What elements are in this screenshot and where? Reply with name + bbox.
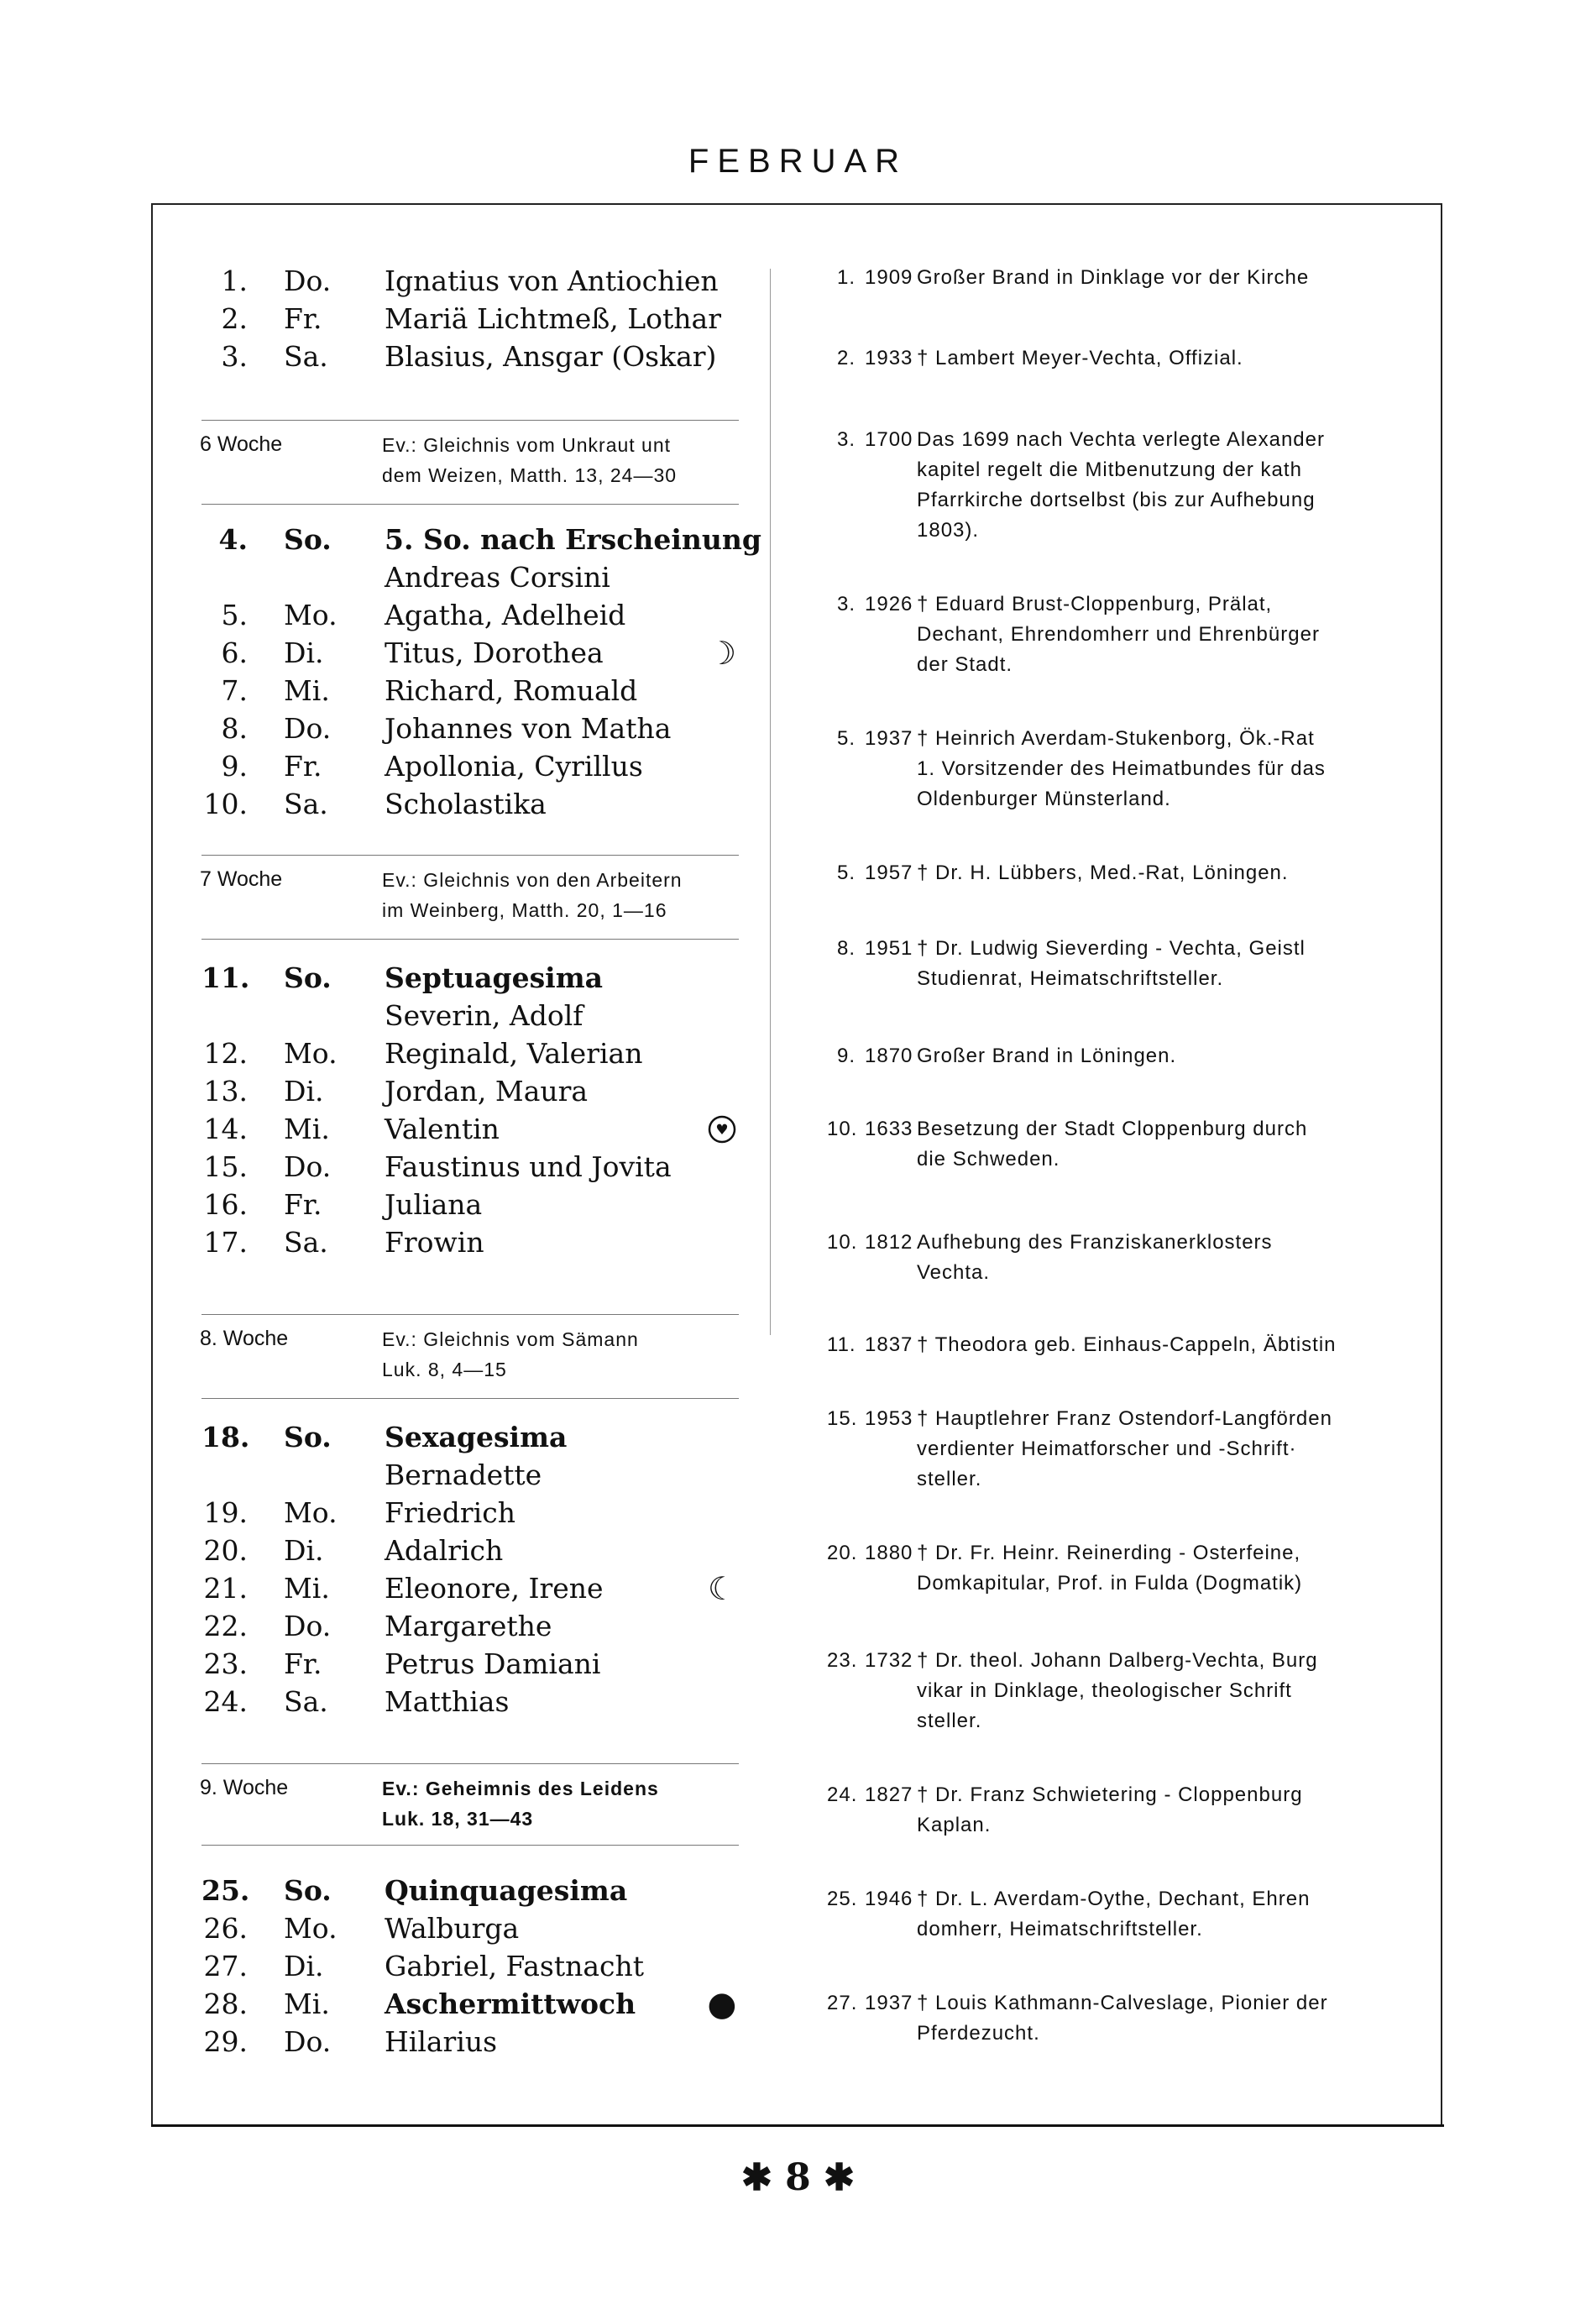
week-label: 9. Woche [200, 1776, 289, 1799]
event-text: domherr, Heimatschriftsteller. [917, 1918, 1203, 1940]
page-title: FEBRUAR [688, 143, 908, 180]
gospel-line: Ev.: Gleichnis vom Sämann [382, 1328, 639, 1350]
day-number: 6. [221, 636, 248, 669]
gospel-line: im Weinberg, Matth. 20, 1—16 [382, 899, 667, 921]
gospel-line: Luk. 8, 4—15 [382, 1359, 507, 1380]
event-day: 15. [827, 1407, 858, 1430]
event-year: 1870 [865, 1045, 913, 1067]
event-day: 20. [827, 1542, 858, 1564]
saint-name: Titus, Dorothea [385, 636, 604, 669]
new-moon-icon: ● [707, 1985, 737, 2024]
saint-name: Eleonore, Irene [385, 1572, 604, 1605]
week-label: 6 Woche [200, 432, 283, 456]
event-text: † Dr. Franz Schwietering - Cloppenburg [917, 1783, 1303, 1806]
week-separator [201, 939, 739, 940]
event-text: † Dr. Fr. Heinr. Reinerding - Osterfeine, [917, 1542, 1301, 1564]
page-number: ✱ 8 ✱ [741, 2156, 855, 2199]
weekday: So. [284, 1874, 332, 1907]
day-number: 28. [203, 1987, 248, 2020]
event-year: 1937 [865, 727, 913, 750]
event-text: Großer Brand in Löningen. [917, 1045, 1177, 1067]
weekday: Mo. [284, 1496, 338, 1529]
saint-name: Ignatius von Antiochien [385, 264, 719, 297]
column-divider [770, 269, 771, 1335]
event-text: steller. [917, 1710, 982, 1732]
week-gospel [382, 865, 743, 925]
event-day: 9. [836, 1045, 856, 1067]
event-year: 1827 [865, 1783, 913, 1806]
week-separator [201, 1763, 739, 1764]
weekday: Di. [284, 1075, 324, 1108]
day-number: 29. [203, 2025, 248, 2058]
saint-name: Blasius, Ansgar (Oskar) [385, 340, 717, 373]
event-day: 1. [836, 266, 856, 289]
weekday: Sa. [284, 1685, 328, 1718]
day-number: 2. [221, 302, 248, 335]
event-text: † Eduard Brust-Cloppenburg, Prälat, [917, 593, 1273, 615]
saint-name: Aschermittwoch [385, 1987, 636, 2020]
weekday: Mi. [284, 1987, 330, 2020]
event-year: 1953 [865, 1407, 913, 1430]
history-event [827, 1780, 1406, 1841]
weekday: Do. [284, 264, 332, 297]
day-number: 9. [221, 750, 248, 783]
event-text: Besetzung der Stadt Cloppenburg durch [917, 1118, 1308, 1140]
gospel-line: Ev.: Gleichnis vom Unkraut unt [382, 434, 672, 456]
day-number: 12. [203, 1037, 248, 1070]
saint-name: Johannes von Matha [385, 712, 672, 745]
day-number: 18. [201, 1421, 250, 1453]
weekday: Do. [284, 2025, 332, 2058]
event-year: 1957 [865, 861, 913, 884]
weekday: Sa. [284, 340, 328, 373]
event-text: Pfarrkirche dortselbst (bis zur Aufhebung [917, 489, 1316, 511]
saint-name: Bernadette [385, 1459, 542, 1491]
event-day: 10. [827, 1231, 858, 1254]
history-event [827, 1988, 1406, 2049]
gospel-line: Luk. 18, 31—43 [382, 1808, 534, 1830]
day-number: 8. [221, 712, 248, 745]
event-year: 1880 [865, 1542, 913, 1564]
day-number: 27. [203, 1950, 248, 1982]
saint-name: Andreas Corsini [385, 561, 610, 594]
day-number: 26. [203, 1912, 248, 1945]
saint-name: Agatha, Adelheid [385, 599, 626, 631]
event-text: 1803). [917, 519, 980, 542]
event-day: 3. [836, 593, 856, 615]
history-event [827, 1228, 1406, 1288]
event-year: 1909 [865, 266, 913, 289]
event-text: die Schweden. [917, 1148, 1060, 1170]
event-year: 1951 [865, 937, 913, 960]
day-number: 23. [203, 1647, 248, 1680]
event-text: Studienrat, Heimatschriftsteller. [917, 967, 1224, 990]
event-text: der Stadt. [917, 653, 1013, 676]
event-year: 1933 [865, 347, 913, 369]
week-label: 8. Woche [200, 1327, 289, 1350]
history-event [827, 425, 1406, 546]
event-day: 23. [827, 1649, 858, 1672]
history-event [827, 858, 1406, 888]
weekday: Sa. [284, 788, 328, 820]
weekday: Mi. [284, 674, 330, 707]
gospel-line: Ev.: Geheimnis des Leidens [382, 1778, 659, 1799]
weekday: Di. [284, 1950, 324, 1982]
history-event [827, 263, 1406, 293]
history-event [827, 343, 1406, 374]
event-year: 1937 [865, 1992, 913, 2014]
week-separator [201, 855, 739, 856]
event-text: Oldenburger Münsterland. [917, 788, 1171, 810]
event-text: Großer Brand in Dinklage vor der Kirche [917, 266, 1310, 289]
gospel-line: dem Weizen, Matth. 13, 24—30 [382, 464, 678, 486]
saint-name: Petrus Damiani [385, 1647, 601, 1680]
event-text: Das 1699 nach Vechta verlegte Alexander [917, 428, 1325, 451]
history-event [827, 1538, 1406, 1599]
saint-name: Mariä Lichtmeß, Lothar [385, 302, 722, 335]
saint-name: Faustinus und Jovita [385, 1150, 672, 1183]
event-text: † Louis Kathmann-Calveslage, Pionier der [917, 1992, 1328, 2014]
week-gospel [382, 1773, 743, 1834]
gospel-line: Ev.: Gleichnis von den Arbeitern [382, 869, 683, 891]
day-number: 24. [203, 1685, 248, 1718]
event-day: 3. [836, 428, 856, 451]
week-separator [201, 420, 739, 421]
weekday: So. [284, 1421, 332, 1453]
weekday: So. [284, 523, 332, 556]
event-day: 24. [827, 1783, 858, 1806]
event-text: † Lambert Meyer-Vechta, Offizial. [917, 347, 1243, 369]
saint-name: Walburga [385, 1912, 520, 1945]
history-event [827, 1041, 1406, 1071]
event-text: † Heinrich Averdam-Stukenborg, Ök.-Rat [917, 727, 1315, 750]
event-text: † Theodora geb. Einhaus-Cappeln, Äbtistin [917, 1333, 1337, 1356]
valentine-emblem-icon [705, 1111, 739, 1148]
weekday: Mo. [284, 1037, 338, 1070]
event-year: 1837 [865, 1333, 913, 1356]
event-text: Dechant, Ehrendomherr und Ehrenbürger [917, 623, 1320, 646]
day-number: 4. [218, 523, 248, 556]
event-year: 1633 [865, 1118, 913, 1140]
event-text: † Dr. L. Averdam-Oythe, Dechant, Ehren [917, 1888, 1311, 1910]
history-event [827, 1646, 1406, 1736]
sunday-name: Quinquagesima [385, 1874, 628, 1907]
day-number: 19. [203, 1496, 248, 1529]
saint-name: Gabriel, Fastnacht [385, 1950, 645, 1982]
event-text: vikar in Dinklage, theologischer Schrift [917, 1679, 1292, 1702]
week-gospel [382, 1324, 743, 1385]
day-number: 1. [221, 264, 248, 297]
svg-text:♥: ♥ [715, 1122, 729, 1139]
day-number: 15. [203, 1150, 248, 1183]
event-text: † Dr. H. Lübbers, Med.-Rat, Löningen. [917, 861, 1289, 884]
weekday: Sa. [284, 1226, 328, 1259]
event-year: 1812 [865, 1231, 913, 1254]
event-text: Domkapitular, Prof. in Fulda (Dogmatik) [917, 1572, 1303, 1595]
day-number: 11. [201, 961, 250, 994]
event-day: 5. [836, 727, 856, 750]
saint-name: Hilarius [385, 2025, 498, 2058]
history-event [827, 934, 1406, 994]
event-text: † Hauptlehrer Franz Ostendorf-Langförden [917, 1407, 1332, 1430]
day-number: 22. [203, 1610, 248, 1642]
week-gospel [382, 430, 743, 490]
sunday-name: Sexagesima [385, 1421, 568, 1453]
event-text: kapitel regelt die Mitbenutzung der kath [917, 458, 1302, 481]
weekday: So. [284, 961, 332, 994]
saint-name: Apollonia, Cyrillus [385, 750, 643, 783]
day-number: 17. [203, 1226, 248, 1259]
week-separator [201, 1398, 739, 1399]
saint-name: Valentin [385, 1113, 500, 1145]
event-text: 1. Vorsitzender des Heimatbundes für das [917, 757, 1326, 780]
saint-name: Severin, Adolf [385, 999, 583, 1032]
event-year: 1732 [865, 1649, 913, 1672]
event-day: 25. [827, 1888, 858, 1910]
weekday: Do. [284, 712, 332, 745]
day-number: 16. [203, 1188, 248, 1221]
week-separator [201, 1845, 739, 1846]
history-event [827, 1884, 1406, 1945]
event-day: 10. [827, 1118, 858, 1140]
day-number: 14. [203, 1113, 248, 1145]
history-event [827, 589, 1406, 680]
event-day: 11. [827, 1333, 856, 1356]
sunday-name: Septuagesima [385, 961, 604, 994]
event-text: verdienter Heimatforscher und -Schrift· [917, 1438, 1297, 1460]
saint-name: Frowin [385, 1226, 484, 1259]
frame-bottom-rule [151, 2124, 1444, 2127]
event-text: Kaplan. [917, 1814, 992, 1836]
weekday: Do. [284, 1150, 332, 1183]
event-day: 5. [836, 861, 856, 884]
event-year: 1946 [865, 1888, 913, 1910]
weekday: Mo. [284, 1912, 338, 1945]
day-number: 13. [203, 1075, 248, 1108]
weekday: Mi. [284, 1113, 330, 1145]
event-text: Pferdezucht. [917, 2022, 1040, 2045]
day-number: 3. [221, 340, 248, 373]
weekday: Fr. [284, 1188, 322, 1221]
waning-moon-icon: ☾ [707, 1570, 737, 1607]
week-separator [201, 1314, 739, 1315]
history-event [827, 1404, 1406, 1495]
history-event [827, 1330, 1406, 1360]
weekday: Do. [284, 1610, 332, 1642]
day-number: 7. [221, 674, 248, 707]
event-year: 1700 [865, 428, 913, 451]
saint-name: Margarethe [385, 1610, 552, 1642]
weekday: Di. [284, 1534, 324, 1567]
event-text: † Dr. Ludwig Sieverding - Vechta, Geistl [917, 937, 1306, 960]
event-year: 1926 [865, 593, 913, 615]
event-text: † Dr. theol. Johann Dalberg-Vechta, Burg [917, 1649, 1318, 1672]
day-number: 10. [203, 788, 248, 820]
week-separator [201, 504, 739, 505]
waxing-moon-icon: ☽ [707, 635, 737, 672]
saint-name: Scholastika [385, 788, 547, 820]
weekday: Di. [284, 636, 324, 669]
day-number: 5. [221, 599, 248, 631]
event-text: Vechta. [917, 1261, 991, 1284]
history-event [827, 1114, 1406, 1175]
weekday: Mi. [284, 1572, 330, 1605]
saint-name: Friedrich [385, 1496, 515, 1529]
saint-name: Reginald, Valerian [385, 1037, 643, 1070]
event-text: steller. [917, 1468, 982, 1490]
saint-name: Juliana [385, 1188, 483, 1221]
saint-name: Matthias [385, 1685, 510, 1718]
event-day: 27. [827, 1992, 858, 2014]
day-number: 21. [203, 1572, 248, 1605]
weekday: Fr. [284, 750, 322, 783]
event-text: Aufhebung des Franziskanerklosters [917, 1231, 1273, 1254]
week-label: 7 Woche [200, 867, 283, 891]
day-number: 25. [201, 1874, 250, 1907]
event-day: 2. [836, 347, 856, 369]
history-event [827, 724, 1406, 814]
saint-name: Richard, Romuald [385, 674, 638, 707]
day-number: 20. [203, 1534, 248, 1567]
event-day: 8. [836, 937, 856, 960]
saint-name: Adalrich [385, 1534, 504, 1567]
weekday: Mo. [284, 599, 338, 631]
weekday: Fr. [284, 302, 322, 335]
saint-name: Jordan, Maura [385, 1075, 589, 1108]
weekday: Fr. [284, 1647, 322, 1680]
sunday-name: 5. So. nach Erscheinung [385, 523, 761, 556]
